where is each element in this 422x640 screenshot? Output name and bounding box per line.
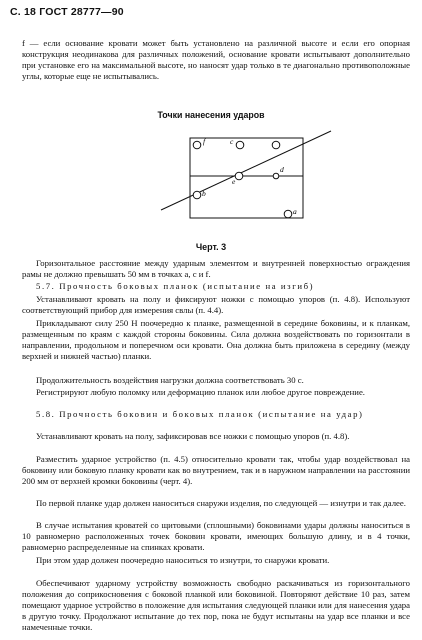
figure-caption: Черт. 3 — [195, 242, 227, 252]
paragraph-5-8-first-slat: По первой планке удар должен наноситься снаружи изделия, по следующей — изнутри и так далее. — [36, 498, 406, 508]
paragraph-5-8-alternate: При этом удар должен поочередно наноситься то изнутри, то снаружи кровати. — [36, 555, 330, 565]
section-heading-5-7: 5.7. Прочность боковых планок (испытание на изгиб) — [36, 281, 315, 291]
figure-title: Точки нанесения ударов — [157, 110, 265, 120]
label-b: b — [202, 189, 206, 198]
label-f: f — [203, 137, 206, 146]
point-c — [230, 137, 244, 149]
label-e: e — [232, 177, 236, 186]
point-f — [193, 137, 206, 149]
paragraph-5-7-register: Регистрируют любую поломку или деформацию планок или любое другое повреждение. — [36, 387, 365, 397]
label-a: a — [293, 207, 297, 216]
paragraph-f-note: f — если основание кровати может быть установлено на различной высоте и если его опорная конструкция неодинакова для различных положений, основание кровати испытывают дополнительно при установке его на максимальной высоте, но наносят удар только в те диагонально противоположные углы, которые еще не испытывались. — [22, 38, 410, 82]
paragraph-5-8-device: Разместить ударное устройство (п. 4.5) относительно кровати так, чтобы удар воздействовал на боковину или боковую планку кровати как во внутрением, так и в наружном направлении на расстоянии 200 мм от верхней кромки боковины (черт. 4). — [22, 454, 410, 487]
paragraph-5-7-setup: Устанавливают кровать на полу и фиксируют ножки с помощью упоров (п. 4.8). Используют соответствующий прибор для измерения свлы (п. 4.4). — [22, 294, 410, 316]
label-c: c — [230, 137, 234, 146]
paragraph-5-8-swing: Обеспечивают ударному устройству возможность свободно раскачиваться из горизонтального положения до соприкосновения с боковой планкой или боковиной. Повторяют действие 10 раз, затем помещают ударное устройство в положение для испытания следующей планки или для нанесения удара в другую точку. Продолжают испытание до тех пор, пока не будут испытаны на удар все планки и все намеченные точки. — [22, 578, 410, 633]
point-a — [284, 207, 297, 218]
paragraph-distance: Горизонтальное расстояние между ударным элементом и внутренней поверхностью ограждения рамы не должно превышать 50 мм в точках a, c и f. — [22, 258, 410, 280]
page-header: С. 18 ГОСТ 28777—90 — [10, 6, 124, 18]
point-d — [272, 141, 284, 179]
paragraph-5-8-setup: Устанавливают кровать на полу, зафиксировав все ножки с помощью упоров (п. 4.8). — [36, 431, 350, 441]
paragraph-5-8-panels: В случае испытания кроватей со щитовыми (сплошными) боковинами удары должны наноситься в 10 равномерно расположенных точек боковин кровати, имеющих большую длину, и в 4 точки, равномерно распределенные на спинках кровати. — [22, 520, 410, 553]
point-e — [232, 172, 243, 186]
paragraph-5-7-force: Прикладывают силу 250 Н поочередно к планке, размещенной в середине боковины, и к планкам, размещенным по краям с каждой стороны боковины. Сила должна воздействовать по горизонтали в направлении, продольном и поперечном оси кровати. Она должна быть приложена в середину (между верхней и нижней частью) планки. — [22, 318, 410, 362]
point-b — [193, 189, 206, 199]
label-d: d — [280, 165, 284, 174]
paragraph-5-7-duration: Продолжительность воздействия нагрузки должна соответствовать 30 с. — [36, 375, 304, 385]
section-heading-5-8: 5.8. Прочность боковин и боковых планок (испытание на удар) — [36, 409, 364, 419]
